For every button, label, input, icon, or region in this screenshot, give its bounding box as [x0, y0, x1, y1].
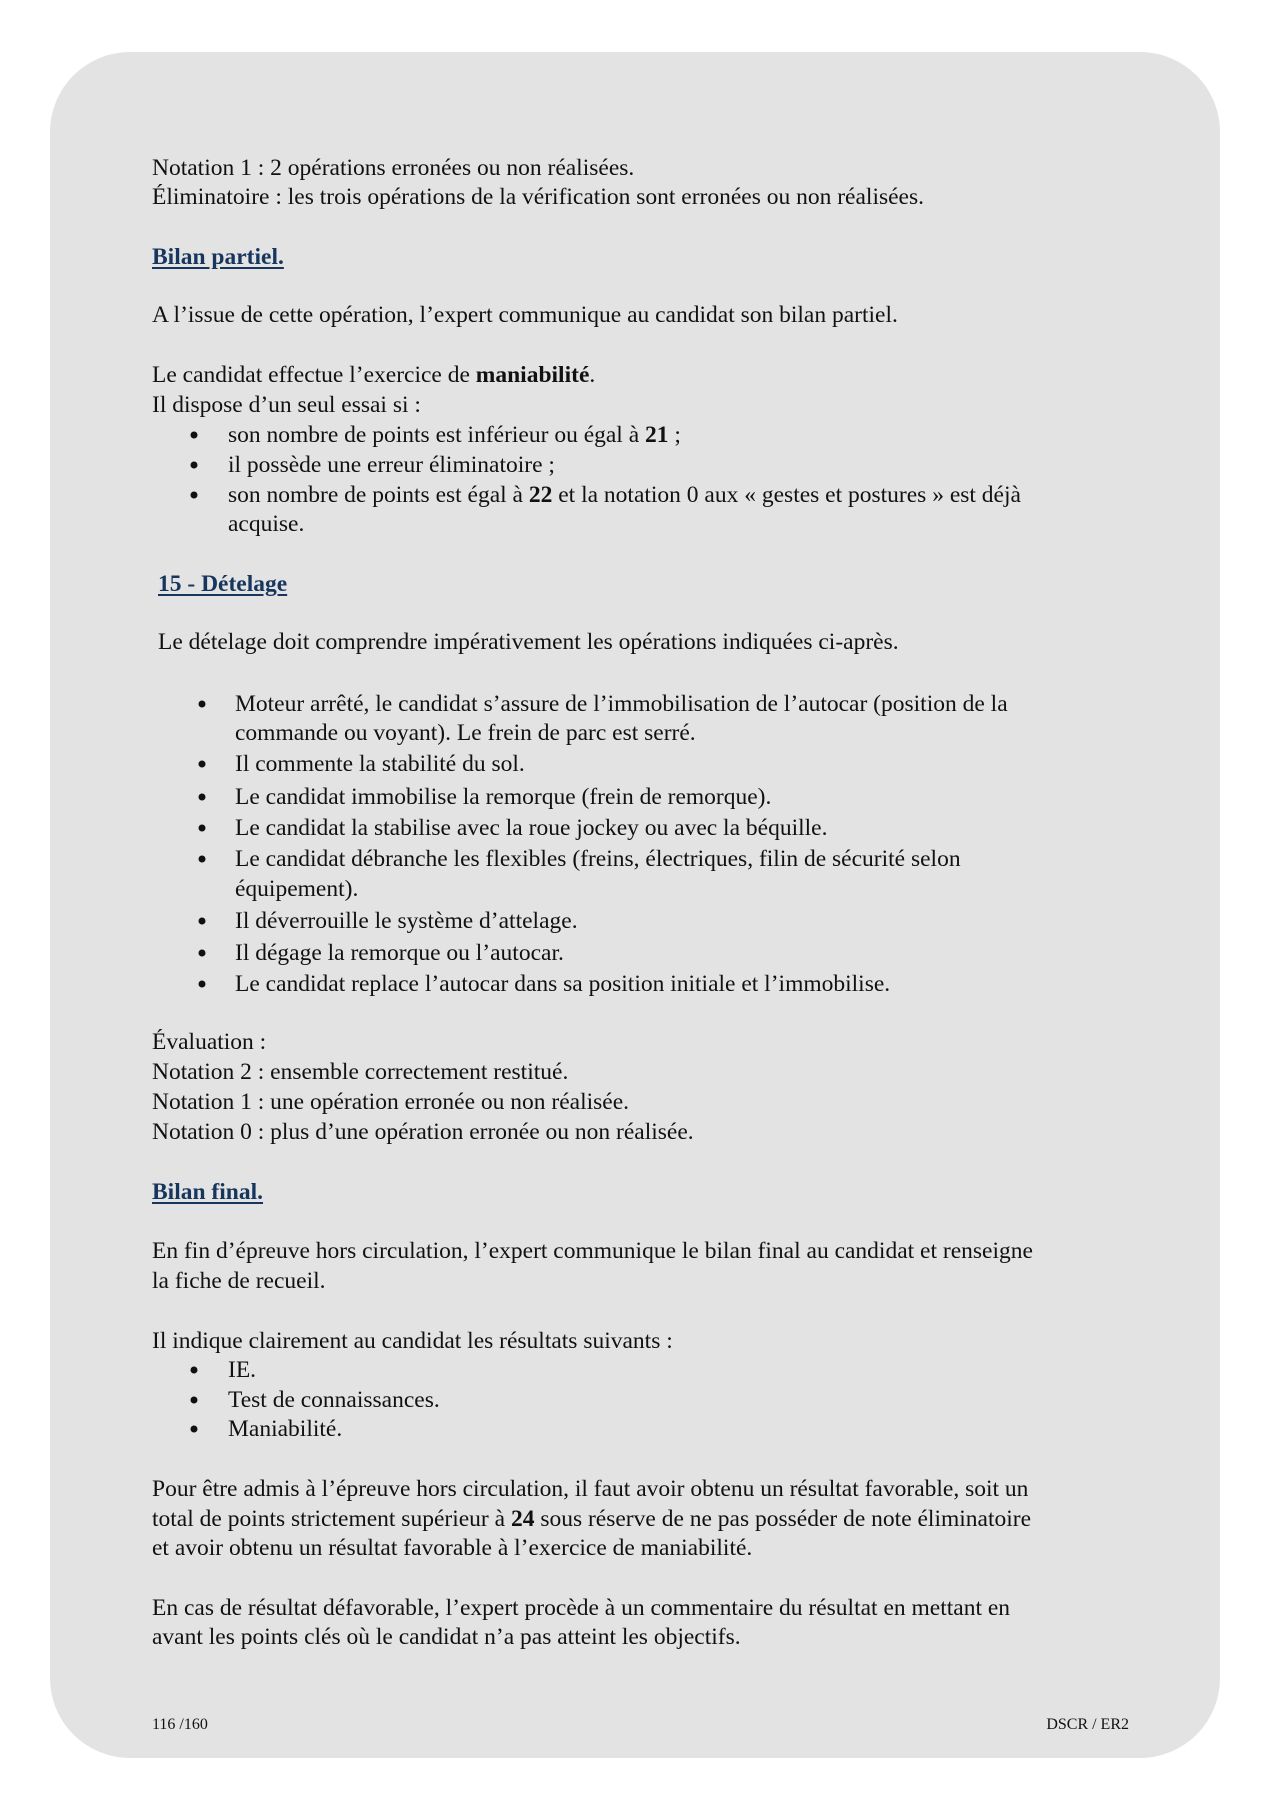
list-item: Moteur arrêté, le candidat s’assure de l’immobilisation de l’autocar (position de la	[235, 691, 1008, 717]
essai-paragraph: Il dispose d’un seul essai si :	[152, 392, 421, 418]
list-item	[228, 480, 1021, 510]
bullet-icon	[199, 981, 206, 988]
list-item: Il déverrouille le système d’attelage.	[235, 908, 578, 934]
notation-1: Notation 1 : une opération erronée ou non réalisée.	[152, 1089, 630, 1115]
document-reference: DSCR / ER2	[1046, 1716, 1129, 1733]
list-item-continuation: équipement).	[235, 876, 359, 902]
text: et la notation 0 aux « gestes et postures » est déjà	[552, 482, 1021, 508]
bold-number: 24	[510, 1506, 535, 1532]
notation-2: Notation 2 : ensemble correctement restitué.	[152, 1059, 569, 1085]
text: Le candidat effectue l’exercice de	[152, 362, 476, 388]
bilan-partiel-paragraph: A l’issue de cette opération, l’expert communique au candidat son bilan partiel.	[152, 302, 898, 328]
list-item: Le candidat la stabilise avec la roue jockey ou avec la béquille.	[235, 815, 828, 841]
list-item: Le candidat débranche les flexibles (freins, électriques, filin de sécurité selon	[235, 846, 961, 872]
notation-1-line: Notation 1 : 2 opérations erronées ou non réalisées.	[152, 155, 635, 181]
heading-bilan-partiel: Bilan partiel.	[152, 244, 284, 270]
bullet-icon	[191, 1397, 198, 1404]
text: sous réserve de ne pas posséder de note éliminatoire	[534, 1506, 1032, 1532]
admission-paragraph: Pour être admis à l’épreuve hors circulation, il faut avoir obtenu un résultat favorable, soit un	[152, 1476, 1029, 1502]
bullet-icon	[199, 761, 206, 768]
list-item: Il commente la stabilité du sol.	[235, 751, 525, 777]
bullet-icon	[199, 825, 206, 832]
bullet-icon	[191, 1367, 198, 1374]
detelage-intro: Le dételage doit comprendre impérativement les opérations indiquées ci-après.	[158, 629, 899, 655]
heading-detelage: 15 - Dételage	[158, 571, 288, 597]
text: son nombre de points est inférieur ou égal à	[228, 422, 646, 448]
text: son nombre de points est égal à	[228, 482, 529, 508]
list-item-continuation: acquise.	[228, 511, 305, 537]
list-item	[228, 420, 681, 450]
resultats-paragraph: Il indique clairement au candidat les résultats suivants :	[152, 1328, 673, 1354]
evaluation-label: Évaluation :	[152, 1029, 267, 1055]
defavorable-paragraph-cont: avant les points clés où le candidat n’a pas atteint les objectifs.	[152, 1624, 741, 1650]
list-item: IE.	[228, 1357, 257, 1383]
bullet-icon	[199, 918, 206, 925]
list-item: Il dégage la remorque ou l’autocar.	[235, 940, 564, 966]
list-item: il possède une erreur éliminatoire ;	[228, 452, 555, 478]
bullet-icon	[191, 432, 198, 439]
eliminatoire-line: Éliminatoire : les trois opérations de la vérification sont erronées ou non réalisées.	[152, 184, 925, 210]
bold-number: 22	[528, 482, 553, 508]
bilan-final-paragraph-cont: la fiche de recueil.	[152, 1268, 326, 1294]
list-item: Maniabilité.	[228, 1416, 343, 1442]
bilan-final-paragraph: En fin d’épreuve hors circulation, l’expert communique le bilan final au candidat et renseigne	[152, 1238, 1033, 1264]
list-item-continuation: commande ou voyant). Le frein de parc est serré.	[235, 720, 696, 746]
bullet-icon	[191, 1426, 198, 1433]
bold-term: maniabilité	[475, 362, 590, 388]
notation-0: Notation 0 : plus d’une opération erronée ou non réalisée.	[152, 1119, 694, 1145]
list-item: Test de connaissances.	[228, 1387, 440, 1413]
bullet-icon	[199, 856, 206, 863]
list-item: Le candidat immobilise la remorque (frein de remorque).	[235, 784, 772, 810]
bullet-icon	[199, 701, 206, 708]
text: ;	[668, 422, 681, 448]
page-number: 116 /160	[152, 1716, 208, 1733]
admission-paragraph-cont: et avoir obtenu un résultat favorable à l’exercice de maniabilité.	[152, 1535, 753, 1561]
defavorable-paragraph: En cas de résultat défavorable, l’expert procède à un commentaire du résultat en mettant en	[152, 1595, 1011, 1621]
maniabilite-paragraph	[152, 360, 595, 390]
text: total de points strictement supérieur à	[152, 1506, 511, 1532]
admission-paragraph-cont	[152, 1504, 1031, 1534]
heading-bilan-final: Bilan final.	[152, 1179, 264, 1205]
bold-number: 21	[645, 422, 669, 448]
list-item: Le candidat replace l’autocar dans sa position initiale et l’immobilise.	[235, 971, 891, 997]
text: .	[589, 362, 596, 388]
bullet-icon	[191, 462, 198, 469]
bullet-icon	[199, 950, 206, 957]
bullet-icon	[199, 794, 206, 801]
bullet-icon	[191, 492, 198, 499]
